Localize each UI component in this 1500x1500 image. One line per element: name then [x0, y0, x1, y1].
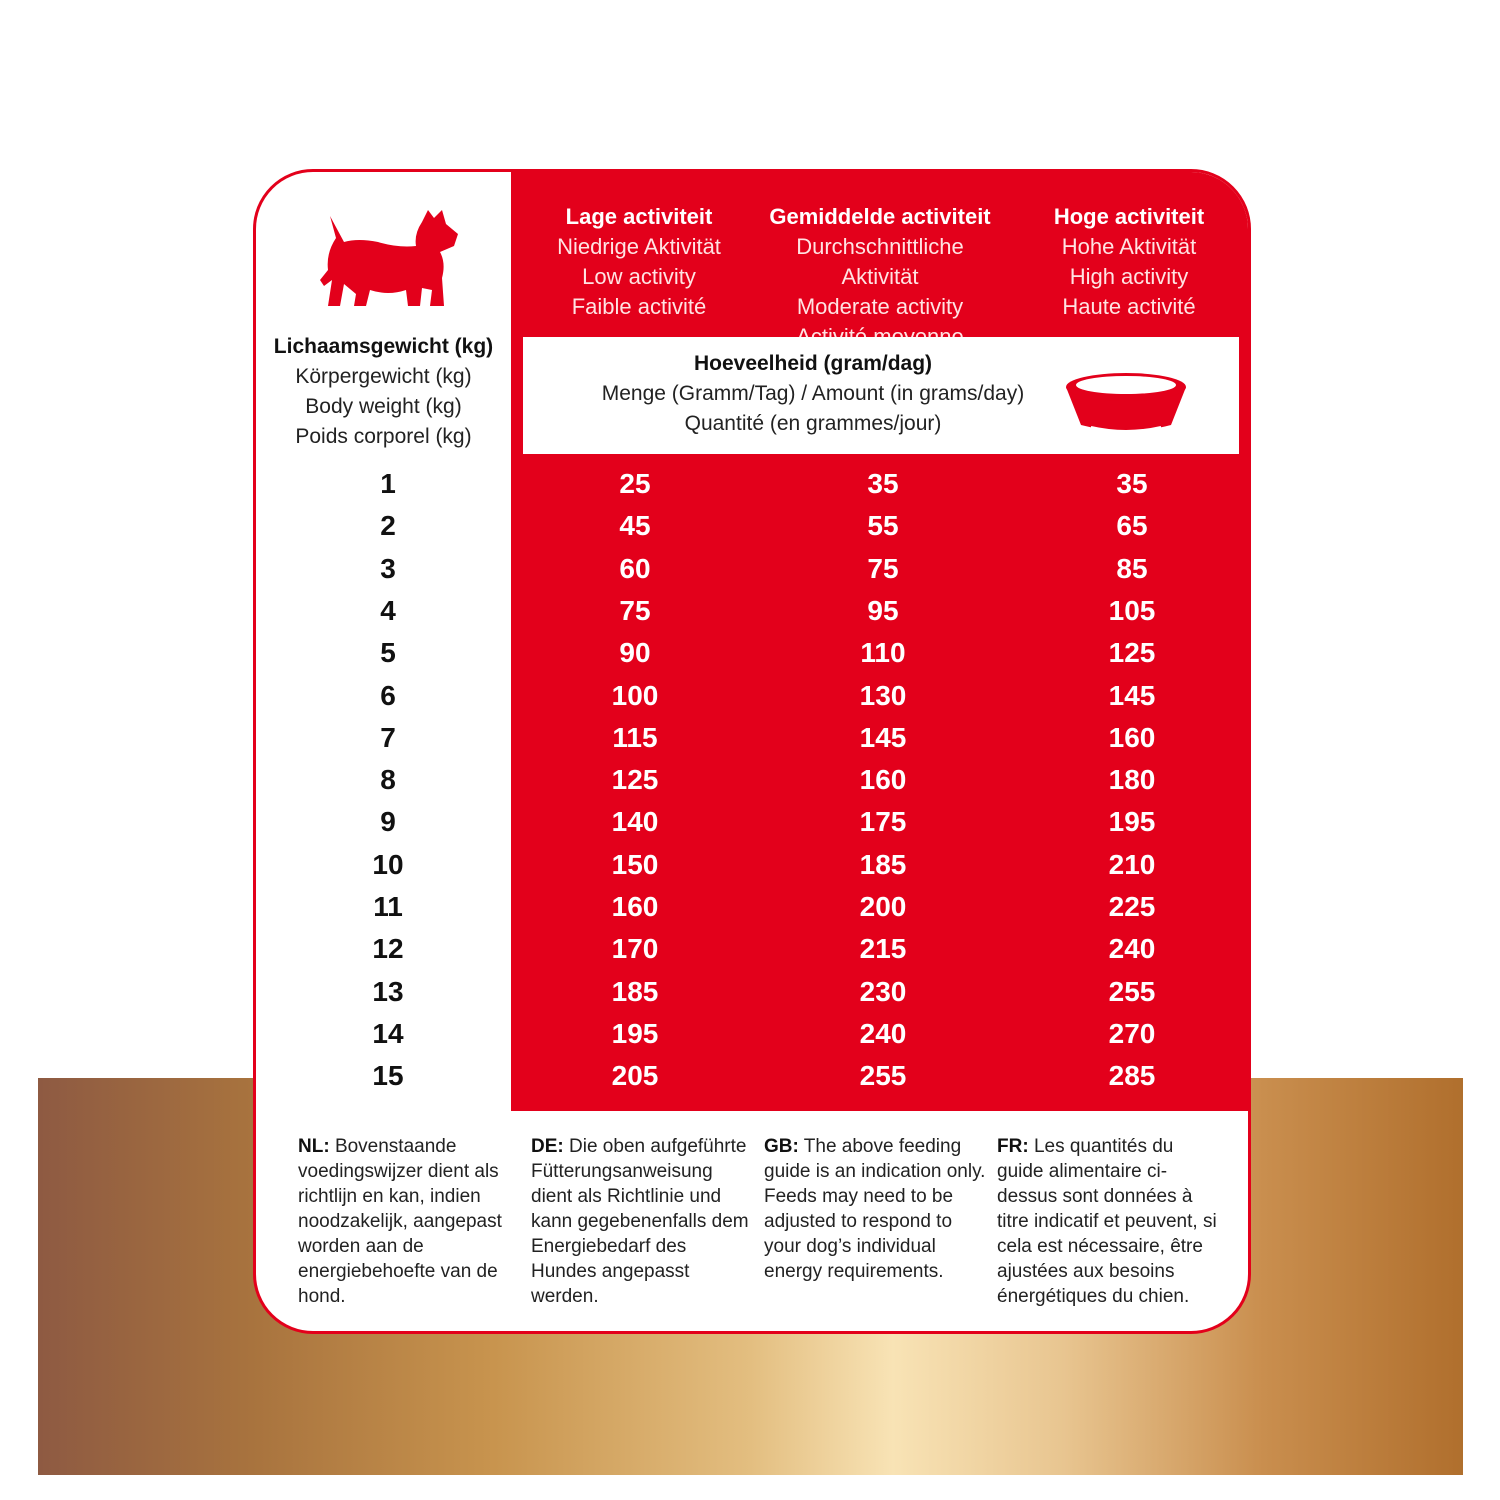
weight-de: Körpergewicht (kg)	[295, 365, 472, 388]
low-activity-cell: 115	[612, 721, 658, 753]
weight-cell: 5	[380, 637, 396, 669]
amount-fr: Quantité (en grammes/jour)	[684, 412, 942, 435]
low-activity-de: Niedrige Aktivität	[557, 234, 721, 259]
high-activity-cell: 105	[1108, 594, 1156, 626]
weight-cell: 2	[380, 510, 396, 542]
footnote-de	[531, 1134, 756, 1309]
moderate-activity-cell: 35	[867, 468, 899, 499]
moderate-activity-nl: Gemiddelde activiteit	[769, 204, 991, 229]
low-activity-cell: 45	[619, 510, 651, 542]
footnote-tag: NL:	[298, 1136, 330, 1157]
low-activity-cell: 140	[611, 806, 659, 838]
high-activity-cell: 145	[1108, 679, 1156, 711]
low-activity-cell: 195	[611, 1017, 659, 1049]
weight-header	[256, 332, 511, 452]
high-activity-cell: 85	[1116, 552, 1148, 584]
low-activity-cell: 60	[619, 552, 651, 584]
weight-cell: 13	[372, 975, 404, 1007]
footnote-gb	[764, 1134, 989, 1284]
low-activity-en: Low activity	[582, 264, 696, 289]
low-activity-nl: Lage activiteit	[565, 204, 713, 229]
high-activity-cell: 270	[1108, 1017, 1156, 1049]
weight-en: Body weight (kg)	[305, 395, 462, 418]
high-activity-de: Hohe Aktivität	[1061, 234, 1197, 259]
moderate-activity-cell: 55	[867, 510, 899, 542]
low-activity-cell: 170	[611, 933, 659, 965]
high-activity-cell: 240	[1108, 933, 1156, 965]
weight-cell: 10	[372, 848, 404, 880]
weight-cell: 6	[380, 679, 396, 711]
footnote-fr	[997, 1134, 1222, 1309]
amount-de-en: Menge (Gramm/Tag) / Amount (in grams/day)	[601, 382, 1025, 405]
weight-nl: Lichaamsgewicht (kg)	[273, 335, 494, 358]
weight-cell: 12	[372, 933, 404, 965]
weight-cell: 7	[380, 721, 396, 753]
high-activity-cell: 255	[1108, 975, 1156, 1007]
moderate-activity-cell: 145	[859, 721, 907, 753]
moderate-activity-en: Moderate activity	[796, 294, 964, 319]
footnote-text: Les quantités du guide alimentaire ci-dessus sont données à titre indicatif et peuvent, si cela est nécessaire, être ajustées aux besoins énergétiques du chien.	[997, 1136, 1217, 1307]
low-activity-cell: 160	[611, 891, 659, 922]
low-activity-cell: 185	[611, 975, 659, 1007]
moderate-activity-cell: 160	[859, 764, 907, 796]
weight-fr: Poids corporel (kg)	[295, 425, 472, 448]
moderate-activity-cell: 255	[859, 1060, 907, 1092]
low-activity-cell: 75	[619, 594, 651, 626]
moderate-activity-cell: 75	[867, 552, 899, 584]
moderate-activity-cell: 95	[867, 594, 899, 626]
amount-nl: Hoeveelheid (gram/dag)	[693, 352, 933, 375]
moderate-activity-cell: 240	[859, 1017, 907, 1049]
low-activity-cell: 125	[611, 764, 659, 796]
moderate-activity-cell: 185	[859, 848, 907, 880]
low-activity-cell: 100	[611, 679, 659, 711]
high-activity-cell: 195	[1108, 806, 1156, 838]
low-activity-cell: 150	[611, 848, 659, 880]
high-activity-cell: 65	[1116, 510, 1148, 542]
weight-cell: 15	[372, 1060, 404, 1092]
weight-cell: 14	[372, 1017, 404, 1049]
high-activity-cell: 180	[1108, 764, 1156, 796]
high-activity-cell: 285	[1108, 1060, 1156, 1092]
header-moderate-activity	[760, 202, 1000, 352]
dog-silhouette-icon	[318, 208, 463, 314]
moderate-activity-cell: 230	[859, 975, 907, 1007]
weight-cell: 9	[380, 806, 396, 838]
feeding-guide-card	[253, 169, 1251, 1334]
header-high-activity	[1009, 202, 1249, 322]
footnote-text: The above feeding guide is an indication only. Feeds may need to be adjusted to respond to your dog’s individual energy requirements.	[764, 1136, 986, 1282]
footnote-nl	[298, 1134, 523, 1309]
high-activity-cell: 125	[1108, 637, 1156, 669]
moderate-activity-cell: 215	[859, 933, 907, 965]
header-low-activity	[514, 202, 764, 322]
high-activity-en: High activity	[1069, 264, 1189, 289]
moderate-activity-de: Durchschnittliche Aktivität	[796, 234, 964, 289]
high-activity-cell: 160	[1108, 721, 1156, 753]
high-activity-nl: Hoge activiteit	[1053, 204, 1205, 229]
moderate-activity-cell: 110	[860, 637, 906, 669]
food-bowl-icon	[1061, 357, 1191, 437]
moderate-activity-cell: 175	[859, 806, 907, 838]
low-activity-cell: 90	[619, 637, 651, 669]
footnote-tag: GB:	[764, 1136, 799, 1157]
weight-cell: 4	[380, 594, 396, 626]
amount-header-box	[523, 337, 1239, 454]
moderate-activity-cell: 200	[859, 891, 907, 922]
weight-cell: 8	[380, 764, 396, 796]
footnote-tag: FR:	[997, 1136, 1029, 1157]
weight-cell: 3	[380, 552, 396, 584]
low-activity-fr: Faible activité	[571, 294, 707, 319]
high-activity-cell: 35	[1116, 468, 1148, 499]
high-activity-fr: Haute activité	[1062, 294, 1196, 319]
footnote-tag: DE:	[531, 1136, 564, 1157]
high-activity-cell: 225	[1108, 891, 1156, 922]
footnote-text: Die oben aufgeführte Fütterungsanweisung dient als Richtlinie und kann gegebenenfalls dem Energiebedarf des Hundes angepasst werden.	[531, 1136, 749, 1307]
low-activity-cell: 25	[619, 468, 651, 499]
high-activity-cell: 210	[1108, 848, 1156, 880]
weight-cell: 1	[380, 468, 396, 499]
footnote-text: Bovenstaande voedingswijzer dient als richtlijn en kan, indien noodzakelijk, aangepast worden aan de energiebehoefte van de hond.	[298, 1136, 502, 1307]
low-activity-cell: 205	[611, 1060, 659, 1092]
amount-header	[563, 349, 1063, 439]
moderate-activity-cell: 130	[859, 679, 907, 711]
weight-cell: 11	[373, 891, 403, 922]
